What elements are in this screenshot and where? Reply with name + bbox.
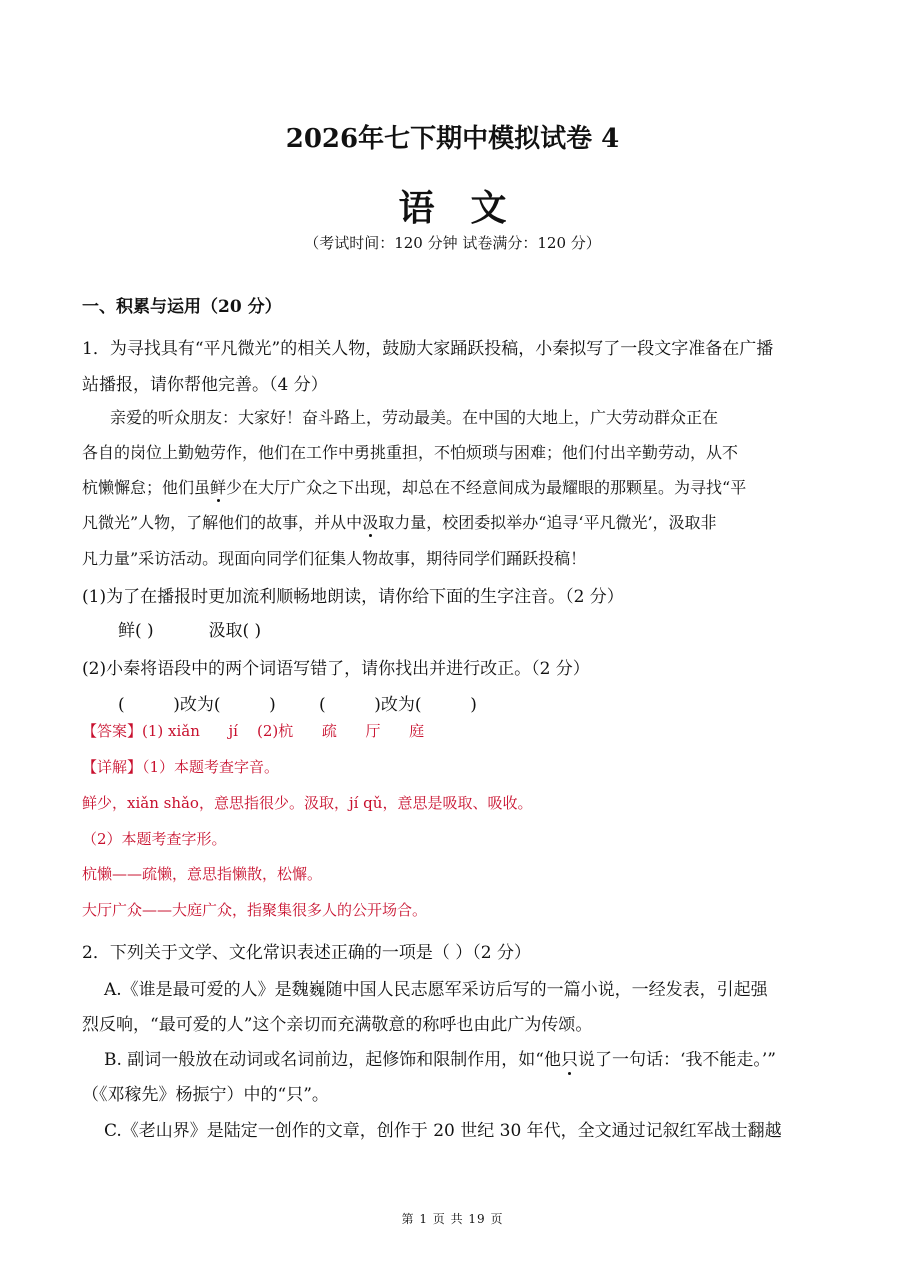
exam-info: （考试时间：120 分钟 试卷满分：120 分）: [304, 234, 601, 252]
q1-sub1: (1)为了在播报时更加流利顺畅地朗读，请你给下面的生字注音。（2 分）: [82, 587, 624, 607]
passage-line1: 亲爱的听众朋友：大家好！奋斗路上，劳动最美。在中国的大地上，广大劳动群众正在: [110, 408, 719, 427]
emphasis-dot-char: 汲: [362, 513, 379, 532]
q1-stem-line2: 站播报，请你帮他完善。（4 分）: [82, 375, 328, 395]
q2-option-b-line2: （《邓稼先》杨振宁）中的“只”。: [82, 1085, 329, 1105]
q1-sub2-blanks[interactable]: ( )改为( ) ( )改为( ): [118, 695, 477, 715]
subject-title: 语文: [398, 187, 543, 229]
pinyin-blank-2[interactable]: ( ): [242, 621, 262, 641]
passage-line3: 杭懒懈怠；他们虽鲜少在大厅广众之下出现，却总在不经意间成为最耀眼的那颗星。为寻找“平: [82, 478, 747, 497]
section-heading: 一、积累与运用（20 分）: [82, 297, 282, 317]
detail-head: 【详解】（1）本题考查字音。: [82, 758, 280, 776]
page-footer: 第 1 页 共 19 页: [401, 1212, 504, 1226]
q1-sub1-items: [118, 616, 261, 641]
passage-line4: 凡微光”人物，了解他们的故事，并从中汲取力量，校团委拟举办“追寻‘平凡微光’，汲取非: [82, 513, 717, 532]
q2-stem: 2．下列关于文学、文化常识表述正确的一项是（ ）（2 分）: [82, 943, 531, 963]
passage-line2: 各自的岗位上勤勉劳作，他们在工作中勇挑重担，不怕烦琐与困难；他们付出辛勤劳动，从不: [82, 443, 739, 462]
emphasis-dot-char: 鲜: [210, 478, 227, 497]
pinyin-char-2: 汲取: [208, 621, 243, 641]
q1-stem-line1: 1．为寻找具有“平凡微光”的相关人物，鼓励大家踊跃投稿，小秦拟写了一段文字准备在广播: [82, 339, 774, 359]
passage-line5: 凡力量”采访活动。现面向同学们征集人物故事，期待同学们踊跃投稿！: [82, 549, 587, 568]
detail-3: 杭懒——疏懒，意思指懒散，松懈。: [82, 865, 323, 883]
q2-option-a-line1: A.《谁是最可爱的人》是魏巍随中国人民志愿军采访后写的一篇小说，一经发表，引起强: [104, 980, 768, 1000]
detail-1: 鲜少，xiǎn shǎo，意思指很少。汲取，jí qǔ，意思是吸取、吸收。: [82, 794, 533, 812]
answer-line: 【答案】(1) xiǎn jí (2)杭 疏 厅 庭: [82, 722, 425, 740]
pinyin-blank-1[interactable]: ( ): [135, 621, 154, 641]
q2-option-b-line1: B. 副词一般放在动词或名词前边，起修饰和限制作用，如“他只说了一句话：‘我不能走。’”: [104, 1050, 776, 1070]
q2-option-a-line2: 烈反响，“最可爱的人”这个亲切而充满敬意的称呼也由此广为传颂。: [82, 1015, 593, 1035]
detail-2: （2）本题考查字形。: [82, 830, 227, 848]
q1-sub2: (2)小秦将语段中的两个词语写错了，请你找出并进行改正。（2 分）: [82, 659, 590, 679]
emphasis-dot-char: 只: [561, 1050, 578, 1070]
exam-title: 2026年七下期中模拟试卷 4: [285, 124, 620, 154]
detail-4: 大厅广众——大庭广众，指聚集很多人的公开场合。: [82, 901, 428, 919]
q2-option-c-line1: C.《老山界》是陆定一创作的文章，创作于 20 世纪 30 年代，全文通过记叙红军战士翻越: [104, 1121, 782, 1141]
pinyin-char-1: 鲜: [118, 621, 135, 641]
